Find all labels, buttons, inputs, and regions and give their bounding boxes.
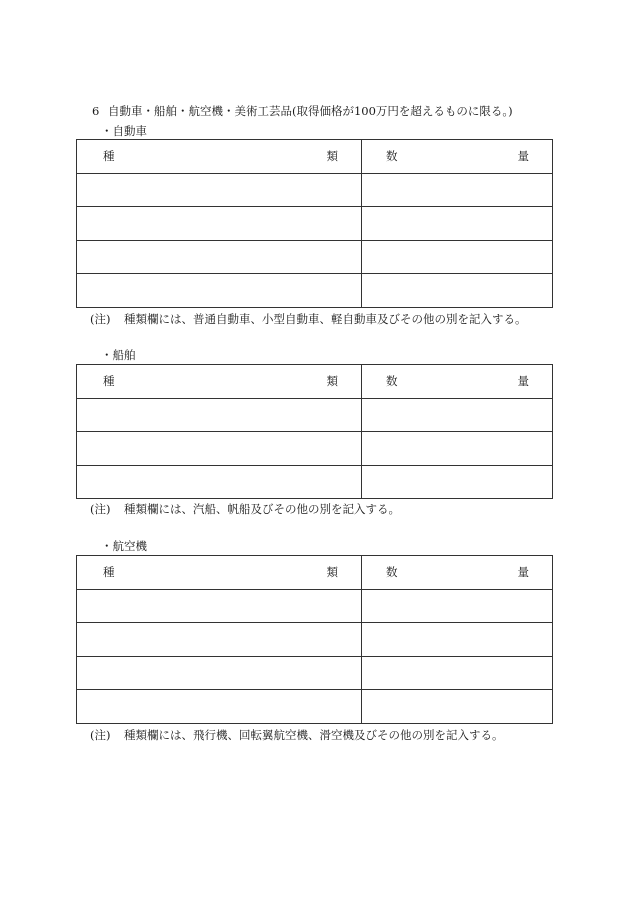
quantity-cell[interactable] — [362, 398, 553, 432]
table-row — [77, 690, 553, 724]
note-label: (注) — [90, 728, 111, 742]
kind-header-left: 種 — [103, 374, 115, 389]
table-row — [77, 240, 553, 274]
quantity-header-right: 量 — [517, 374, 529, 389]
table-aircraft — [76, 555, 553, 724]
kind-cell[interactable] — [77, 432, 362, 466]
table-header-row — [77, 140, 553, 174]
quantity-header — [362, 140, 553, 174]
subtitle-aircraft: ・航空機 — [101, 539, 147, 553]
quantity-cell[interactable] — [362, 623, 553, 657]
note-label: (注) — [90, 312, 111, 326]
kind-cell[interactable] — [77, 173, 362, 207]
note-text: 種類欄には、普通自動車、小型自動車、軽自動車及びその他の別を記入する。 — [124, 312, 527, 326]
quantity-header-left: 数 — [386, 149, 398, 164]
table-row — [77, 589, 553, 623]
note-ship — [90, 501, 400, 517]
note-label: (注) — [90, 502, 111, 516]
quantity-header-left: 数 — [386, 565, 398, 580]
table-row — [77, 465, 553, 499]
kind-header-right: 類 — [326, 149, 338, 164]
quantity-header-right: 量 — [517, 565, 529, 580]
kind-cell[interactable] — [77, 589, 362, 623]
note-car — [90, 311, 527, 327]
quantity-header — [362, 556, 553, 590]
quantity-header — [362, 365, 553, 399]
kind-header — [77, 556, 362, 590]
quantity-cell[interactable] — [362, 465, 553, 499]
kind-cell[interactable] — [77, 623, 362, 657]
quantity-cell[interactable] — [362, 656, 553, 690]
quantity-cell[interactable] — [362, 432, 553, 466]
quantity-cell[interactable] — [362, 274, 553, 308]
quantity-header-left: 数 — [386, 374, 398, 389]
quantity-cell[interactable] — [362, 589, 553, 623]
subtitle-ship: ・船舶 — [101, 348, 136, 362]
kind-header — [77, 365, 362, 399]
quantity-cell[interactable] — [362, 173, 553, 207]
kind-cell[interactable] — [77, 656, 362, 690]
kind-header-right: 類 — [326, 565, 338, 580]
note-text: 種類欄には、汽船、帆船及びその他の別を記入する。 — [124, 502, 400, 516]
kind-cell[interactable] — [77, 398, 362, 432]
note-text: 種類欄には、飛行機、回転翼航空機、滑空機及びその他の別を記入する。 — [124, 728, 504, 742]
kind-cell[interactable] — [77, 274, 362, 308]
quantity-cell[interactable] — [362, 207, 553, 241]
kind-cell[interactable] — [77, 690, 362, 724]
kind-header — [77, 140, 362, 174]
section-heading — [92, 103, 513, 119]
table-car — [76, 139, 553, 308]
quantity-cell[interactable] — [362, 240, 553, 274]
kind-header-left: 種 — [103, 149, 115, 164]
table-row — [77, 398, 553, 432]
kind-header-left: 種 — [103, 565, 115, 580]
kind-header-right: 類 — [326, 374, 338, 389]
table-row — [77, 207, 553, 241]
table-row — [77, 656, 553, 690]
kind-cell[interactable] — [77, 465, 362, 499]
subtitle-car: ・自動車 — [101, 124, 147, 138]
quantity-header-right: 量 — [517, 149, 529, 164]
table-row — [77, 623, 553, 657]
quantity-cell[interactable] — [362, 690, 553, 724]
table-ship — [76, 364, 553, 499]
table-header-row — [77, 556, 553, 590]
table-row — [77, 432, 553, 466]
section-number: 6 — [92, 104, 100, 118]
kind-cell[interactable] — [77, 207, 362, 241]
table-row — [77, 173, 553, 207]
table-row — [77, 274, 553, 308]
note-aircraft — [90, 727, 504, 743]
kind-cell[interactable] — [77, 240, 362, 274]
section-title: 自動車・船舶・航空機・美術工芸品(取得価格が100万円を超えるものに限る。) — [108, 104, 513, 118]
table-header-row — [77, 365, 553, 399]
